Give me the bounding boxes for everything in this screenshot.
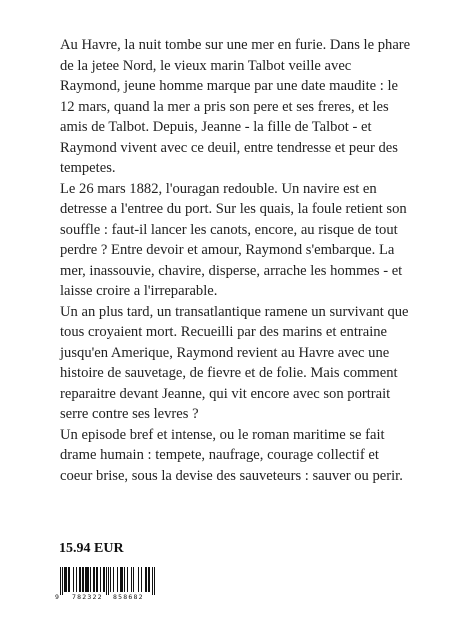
barcode-bar <box>100 567 101 592</box>
barcode-bar <box>60 567 61 595</box>
barcode-bar <box>64 567 65 592</box>
barcode-bar <box>148 567 149 592</box>
barcode-bar <box>96 567 97 592</box>
barcode-bar <box>152 567 153 595</box>
barcode-bar <box>68 567 69 592</box>
blurb-paragraph-4: Un episode bref et intense, ou le roman maritime se fait drame humain : tempete, naufrage, courage collectif et coeur brise, sous la devise des sauveteurs : sauver ou perir. <box>60 426 403 484</box>
barcode-bar <box>65 567 66 592</box>
price-label: 15.94 EUR <box>59 541 124 556</box>
barcode-bar <box>145 567 146 592</box>
barcode-bar <box>94 567 95 592</box>
barcode-bar <box>141 567 142 592</box>
barcode-bar <box>138 567 139 592</box>
barcode-bar <box>127 567 128 592</box>
barcode-bar <box>121 567 122 592</box>
barcode-bar <box>110 567 111 592</box>
barcode-bar <box>82 567 83 592</box>
barcode-bar <box>76 567 77 592</box>
barcode-bar <box>108 567 109 595</box>
barcode-bar <box>131 567 132 592</box>
barcode-bar <box>122 567 123 592</box>
barcode-bar <box>79 567 80 592</box>
barcode-bar <box>106 567 107 595</box>
barcode-bar <box>120 567 121 592</box>
blurb-paragraph-1: Au Havre, la nuit tombe sur une mer en furie. Dans le phare de la jetee Nord, le vieux marin Talbot veille avec Raymond, jeune homme marque par une date maudite : le 12 mars, quand la mer a pris son pere et ses freres, et les amis de Talbot. Depuis, Jeanne - la fille de Talbot - et Raymond vivent avec ce deuil, entre tendresse et peur des tempetes. <box>60 37 411 176</box>
barcode-bars <box>54 567 160 595</box>
barcode-bar <box>104 567 105 592</box>
barcode-bar <box>86 567 87 592</box>
barcode-bar <box>62 567 63 595</box>
barcode-right-group: 858682 <box>113 593 144 601</box>
barcode-bar <box>90 567 91 592</box>
barcode-bar <box>97 567 98 592</box>
barcode-bar <box>66 567 67 592</box>
barcode-bar <box>87 567 88 592</box>
barcode-bar <box>146 567 147 592</box>
barcode-bar <box>113 567 114 592</box>
barcode-bar <box>80 567 81 592</box>
barcode-bar <box>124 567 125 592</box>
isbn-barcode <box>54 567 160 601</box>
barcode-bar <box>88 567 89 592</box>
barcode-bar <box>133 567 134 592</box>
blurb-paragraph-2: Le 26 mars 1882, l'ouragan redouble. Un navire est en detresse a l'entree du port. Sur les quais, la foule retient son souffle : faut-il lancer les canots, encore, au risque de tout perdre ? Entre devoir et amour, Raymond s'embarque. La mer, inassouvie, chavire, disperse, arrache les hommes - et laisse croire a l'irreparable. <box>60 180 407 299</box>
barcode-bar <box>69 567 70 592</box>
barcode-bar <box>73 567 74 592</box>
barcode-bar <box>85 567 86 592</box>
barcode-bar <box>149 567 150 592</box>
barcode-bar <box>103 567 104 592</box>
barcode-digits <box>54 593 160 602</box>
barcode-bar <box>93 567 94 592</box>
blurb-paragraph-3: Un an plus tard, un transatlantique ramene un survivant que tous croyaient mort. Recueilli par des marins et entraine jusqu'en Amerique, Raymond revient au Havre avec une histoire de sauvetage, de fievre et de folie. Mais comment reparaitre devant Jeanne, qui vit encore avec son portrait serre contre ses levres ? <box>60 303 409 422</box>
back-cover-blurb <box>60 35 412 486</box>
barcode-bar <box>117 567 118 592</box>
barcode-first-digit: 9 <box>55 593 59 601</box>
barcode-left-group: 782322 <box>72 593 103 601</box>
barcode-bar <box>83 567 84 592</box>
barcode-bar <box>154 567 155 595</box>
